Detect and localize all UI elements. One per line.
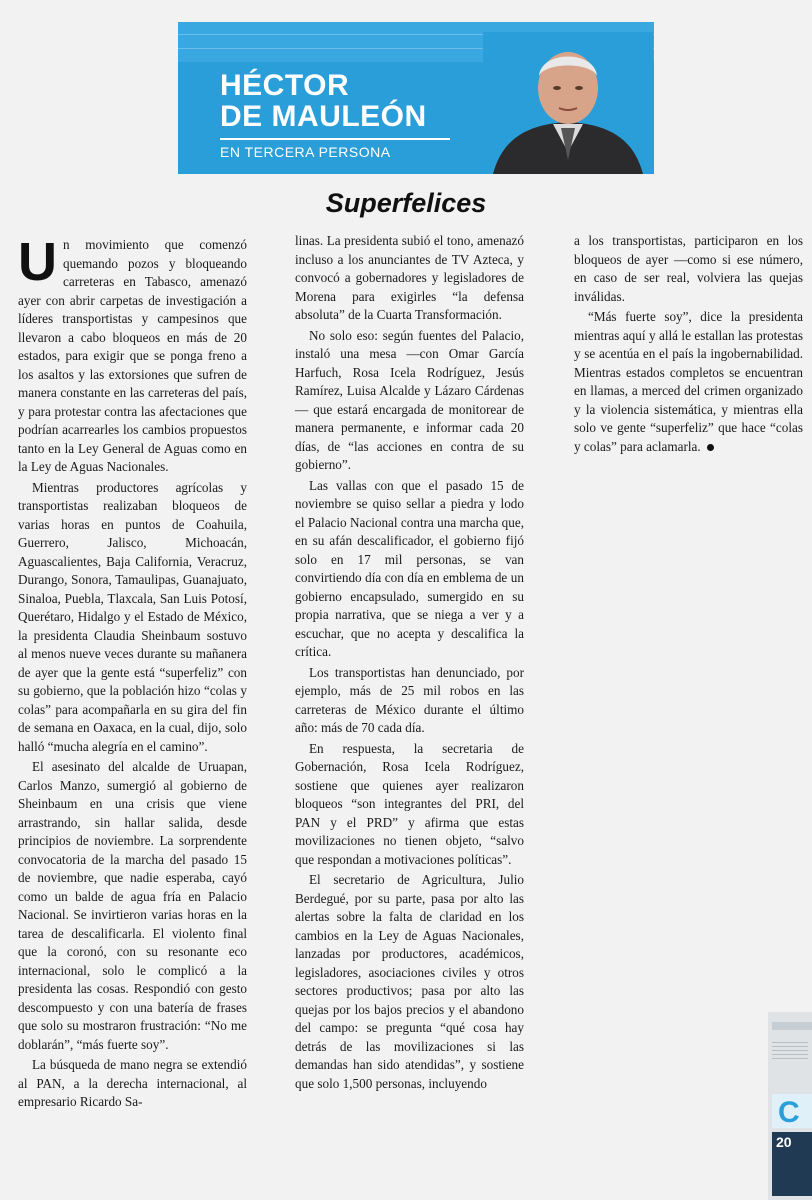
paragraph: Mientras productores agrícolas y transportistas realizaban bloqueos de varias horas en puntos de Coahuila, Guerrero, Jalisco, Michoacán, Aguascalientes, Baja California, Veracruz, Durango, Sonora, Tamaulipas, Guanajuato, Sinaloa, Puebla, Tlaxcala, San Luis Potosí, Querétaro, Hidalgo y el Estado de México, la presidenta Claudia Sheinbaum sostuvo al menos nueve veces durante su mañanera de ayer que la gente está “superfeliz” con su gobierno, que la población hizo “colas y colas” para acompañarla en su gira del fin de semana en Oaxaca, en la cual, dijo, solo halló “mucha alegría en el camino”. <box>18 479 247 754</box>
paragraph: No solo eso: según fuentes del Palacio, instaló una mesa —con Omar García Harfuch, Rosa Icela Rodríguez, Jesús Ramírez, Luisa Alcalde y Lázaro Cárdenas— que estará encargada de monitorear de manera permanente, e informar cada 20 días, de “las acciones en contra de su gobierno”. <box>295 327 524 472</box>
paragraph <box>18 232 247 477</box>
paragraph-text: “Más fuerte soy”, dice la presidenta mientras aquí y allá le estallan las protestas y se acentúa en el país la ingobernabilidad. Mientras estados completos se encuentran en llamas, a merced del crimen organizado y la violencia sistemática, y mientras ella solo ve gente “superfeliz” que hace “colas y colas” para aclamarla. <box>574 309 803 454</box>
paragraph: El secretario de Agricultura, Julio Berdegué, por su parte, pasa por alto las alertas sobre la falta de claridad en los cambios en la Ley de Aguas Nacionales, lanzadas por productores, académicos, legisladores, asociaciones civiles y otros sectores productivos; pasa por alto las quejas por los bajos precios y el abandono del campo: se pregunta “qué cosa hay detrás de las movilizaciones si las demandas han sido atendidas”, y sostiene que solo 1,500 personas, incluyendo <box>295 872 524 1091</box>
paragraph: Las vallas con que el pasado 15 de noviembre se quiso sellar a piedra y lodo el Palacio Nacional contra una marcha que, en su afán descalificador, el gobierno fijó solo en 17 mil personas, se van convirtiendo día con día en emblema de un gobierno encapsulado, sumergido en su propia narrativa, que se niega a ver y a escuchar, que no acepta y descalifica la crítica. <box>295 477 524 659</box>
thumbnail-letter: C <box>778 1096 800 1129</box>
author-name <box>220 70 427 132</box>
header-rule <box>220 138 450 140</box>
paragraph: La búsqueda de mano negra se extendió al PAN, a la derecha internacional, al empresario Ricardo Sa- <box>18 1057 247 1109</box>
drop-cap: U <box>18 232 57 292</box>
thumbnail-text-lines <box>772 1042 808 1062</box>
author-photo <box>483 32 653 174</box>
section-name: EN TERCERA PERSONA <box>220 144 391 160</box>
column-2 <box>295 232 524 1095</box>
article-title: Superfelices <box>325 188 487 218</box>
paragraph: a los transportistas, participaron en los bloqueos de ayer —como si ese número, en caso de ser real, volviera las quejas inválidas. <box>574 233 803 304</box>
paragraph: En respuesta, la secretaria de Gobernación, Rosa Icela Rodríguez, sostiene que quienes ayer realizaron bloqueos “son integrantes del PRI, del PAN y el PRD” y afirma que estas movilizaciones no tienen objeto, “salvo que respondan a motivaciones políticas”. <box>295 740 524 867</box>
column-1 <box>18 232 247 1114</box>
end-of-article-mark <box>707 444 714 451</box>
adjacent-page-thumbnail <box>768 1012 812 1200</box>
author-first-name: HÉCTOR <box>220 69 350 102</box>
column-header-banner <box>178 22 654 174</box>
paragraph: linas. La presidenta subió el tono, amenazó incluso a los anunciantes de TV Azteca, y convocó a gobernadores y legisladores de Morena para exigirles “la defensa absoluta” de la Cuarta Transformación. <box>295 233 524 322</box>
paragraph <box>574 308 803 456</box>
column-3 <box>574 232 803 458</box>
author-last-name: DE MAULEÓN <box>220 100 427 133</box>
paragraph-text: n movimiento que comenzó quemando pozos y bloqueando carreteras en Tabasco, amenazó ayer con abrir carpetas de investigación a líderes transportistas y campesinos que llevaron a cabo bloqueos en más de 20 estados, para exigir que se ponga freno a los asaltos y las extorsiones que sufren de manera constante en las carreteras del país, y para protestar contra las afectaciones que podrían acarrearles los cambios propuestos tanto en la Ley General de Aguas como en la Ley de Aguas Nacionales. <box>18 237 247 474</box>
thumbnail-header-bar <box>772 1022 812 1030</box>
paragraph: El asesinato del alcalde de Uruapan, Carlos Manzo, sumergió al gobierno de Sheinbaum en una crisis que viene arrastrando, sin hallar salida, desde principios de noviembre. La sorprendente convocatoria de la marcha del pasado 15 de noviembre, que nadie esperaba, cayó como un balde de agua fría en Palacio Nacional. Se invirtieron varias horas en la tarea de descalificarla. El violento final que la coronó, con su resonante eco internacional, solo le complicó a la presidenta las cosas. Respondió con gesto descompuesto y con una batería de frases que solo su mostraron frustración: “No me doblarán”, “más fuerte soy”. <box>18 759 247 1052</box>
thumbnail-number: 20 <box>776 1134 792 1150</box>
paragraph: Los transportistas han denunciado, por ejemplo, más de 25 mil robos en las carreteras de México durante el último año: más de 70 cada día. <box>295 664 524 735</box>
